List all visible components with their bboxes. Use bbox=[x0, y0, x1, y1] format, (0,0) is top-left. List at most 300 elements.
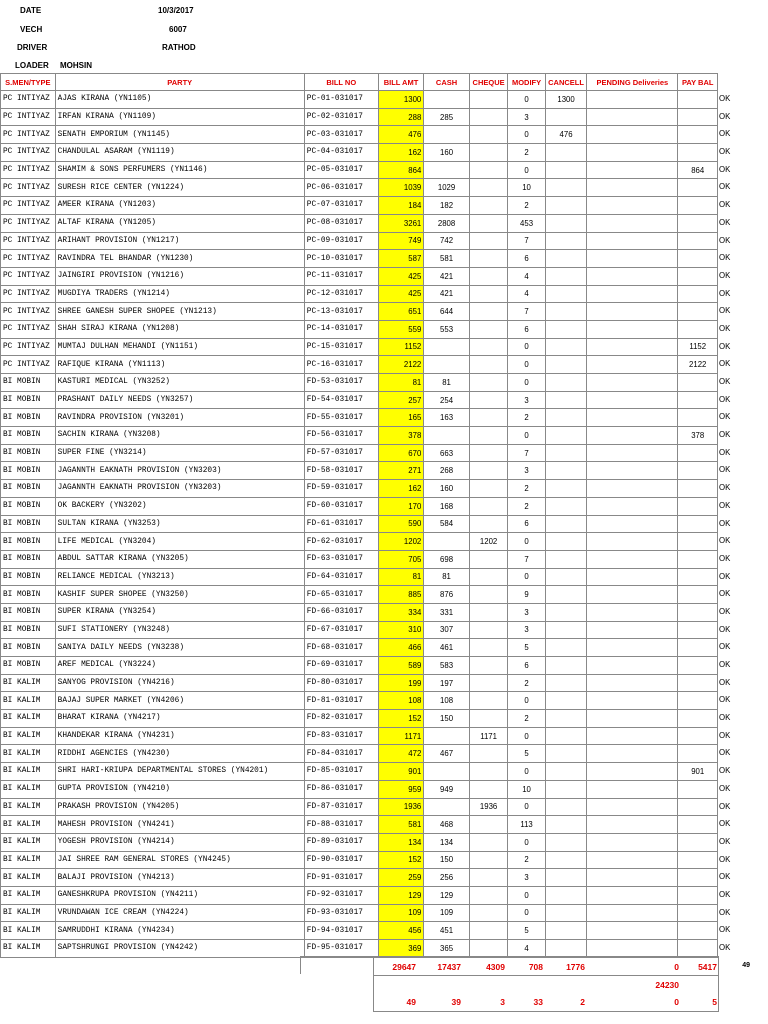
cell-bill-no: PC-15-031017 bbox=[304, 338, 378, 356]
cell-modify: 2 bbox=[508, 674, 545, 692]
table-row bbox=[1, 462, 718, 480]
cell-smen-type: PC INTIYAZ bbox=[1, 161, 56, 179]
cell-bill-no: FD-54-031017 bbox=[304, 391, 378, 409]
cell-pending bbox=[587, 144, 678, 162]
cell-cash bbox=[424, 427, 470, 445]
cell-bill-amt: 864 bbox=[378, 161, 424, 179]
cell-pending bbox=[587, 692, 678, 710]
cell-cheque bbox=[469, 851, 507, 869]
cell-cheque bbox=[469, 303, 507, 321]
col-cancell: CANCELL bbox=[545, 74, 587, 91]
cell-cheque bbox=[469, 91, 507, 109]
cell-smen-type: BI KALIM bbox=[1, 798, 56, 816]
cell-bill-amt: 271 bbox=[378, 462, 424, 480]
total-cheque: 4309 bbox=[486, 962, 505, 972]
cell-pending bbox=[587, 869, 678, 887]
row-status: OK bbox=[719, 129, 731, 139]
cell-cheque bbox=[469, 904, 507, 922]
cell-pending bbox=[587, 480, 678, 498]
cell-cheque bbox=[469, 285, 507, 303]
cell-cheque bbox=[469, 126, 507, 144]
cell-cash bbox=[424, 356, 470, 374]
table-row bbox=[1, 126, 718, 144]
cell-cheque bbox=[469, 374, 507, 392]
cell-modify: 0 bbox=[508, 833, 545, 851]
cell-party: ARIHANT PROVISION (YN1217) bbox=[55, 232, 304, 250]
cell-pending bbox=[587, 833, 678, 851]
cell-cash bbox=[424, 763, 470, 781]
row-status: OK bbox=[719, 217, 731, 227]
cell-smen-type: BI MOBIN bbox=[1, 550, 56, 568]
cell-bill-amt: 109 bbox=[378, 904, 424, 922]
cell-party: SHAMIM & SONS PERFUMERS (YN1146) bbox=[55, 161, 304, 179]
cell-bill-amt: 162 bbox=[378, 144, 424, 162]
cell-party: SHAH SIRAJ KIRANA (YN1208) bbox=[55, 320, 304, 338]
cell-party: SHRI HARI-KRIUPA DEPARTMENTAL STORES (YN4201) bbox=[55, 763, 304, 781]
cell-bill-amt: 1039 bbox=[378, 179, 424, 197]
row-status: OK bbox=[719, 200, 731, 210]
cell-pay-bal bbox=[678, 303, 718, 321]
row-status: OK bbox=[719, 377, 731, 386]
cell-cheque bbox=[469, 657, 507, 675]
cell-party: SAPTSHRUNGI PROVISION (YN4242) bbox=[55, 940, 304, 958]
cell-modify: 6 bbox=[508, 320, 545, 338]
count-pending: 0 bbox=[674, 997, 679, 1007]
cell-pay-bal bbox=[678, 108, 718, 126]
row-status: OK bbox=[719, 182, 731, 192]
cell-bill-amt: 476 bbox=[378, 126, 424, 144]
cell-cancell bbox=[545, 427, 587, 445]
cell-pay-bal bbox=[678, 780, 718, 798]
cell-cheque bbox=[469, 586, 507, 604]
cell-party: SULTAN KIRANA (YN3253) bbox=[55, 515, 304, 533]
cell-cancell bbox=[545, 497, 587, 515]
count-pay-bal: 5 bbox=[712, 997, 717, 1007]
cell-bill-no: FD-80-031017 bbox=[304, 674, 378, 692]
cell-bill-no: FD-66-031017 bbox=[304, 603, 378, 621]
cell-cancell bbox=[545, 568, 587, 586]
cell-party: AREF MEDICAL (YN3224) bbox=[55, 657, 304, 675]
cell-bill-no: FD-89-031017 bbox=[304, 833, 378, 851]
cell-party: SHREE GANESH SUPER SHOPEE (YN1213) bbox=[55, 303, 304, 321]
count-cash: 39 bbox=[451, 997, 461, 1007]
cell-modify: 2 bbox=[508, 480, 545, 498]
table-row bbox=[1, 285, 718, 303]
cell-bill-amt: 456 bbox=[378, 922, 424, 940]
cell-cheque bbox=[469, 940, 507, 958]
cell-bill-no: FD-81-031017 bbox=[304, 692, 378, 710]
table-row bbox=[1, 727, 718, 745]
table-row bbox=[1, 603, 718, 621]
cell-smen-type: PC INTIYAZ bbox=[1, 126, 56, 144]
cell-pending bbox=[587, 409, 678, 427]
cell-party: OK BACKERY (YN3202) bbox=[55, 497, 304, 515]
col-party: PARTY bbox=[55, 74, 304, 91]
cell-party: ABDUL SATTAR KIRANA (YN3205) bbox=[55, 550, 304, 568]
cell-cash: 256 bbox=[424, 869, 470, 887]
column-header-row bbox=[1, 74, 718, 91]
cell-cheque bbox=[469, 427, 507, 445]
cell-smen-type: BI MOBIN bbox=[1, 391, 56, 409]
row-status: OK bbox=[719, 589, 731, 599]
total-bill-amt: 29647 bbox=[392, 962, 416, 972]
cell-cheque bbox=[469, 603, 507, 621]
cell-pending bbox=[587, 444, 678, 462]
cell-cheque bbox=[469, 197, 507, 215]
cell-party: MAHESH PROVISION (YN4241) bbox=[55, 816, 304, 834]
cell-cancell bbox=[545, 444, 587, 462]
cell-cheque bbox=[469, 179, 507, 197]
cell-cancell bbox=[545, 320, 587, 338]
cell-modify: 2 bbox=[508, 409, 545, 427]
cell-cancell bbox=[545, 374, 587, 392]
cell-smen-type: BI KALIM bbox=[1, 869, 56, 887]
cell-cancell bbox=[545, 144, 587, 162]
cell-party: SAMRUDDHI KIRANA (YN4234) bbox=[55, 922, 304, 940]
row-status: OK bbox=[719, 270, 731, 280]
cell-cancell bbox=[545, 657, 587, 675]
table-row bbox=[1, 816, 718, 834]
cell-modify: 113 bbox=[508, 816, 545, 834]
cell-bill-no: FD-69-031017 bbox=[304, 657, 378, 675]
cell-pay-bal: 901 bbox=[678, 763, 718, 781]
cell-modify: 0 bbox=[508, 904, 545, 922]
cell-pay-bal bbox=[678, 197, 718, 215]
cell-cancell bbox=[545, 515, 587, 533]
cell-cheque bbox=[469, 444, 507, 462]
cell-pay-bal bbox=[678, 550, 718, 568]
cell-bill-amt: 81 bbox=[378, 374, 424, 392]
cell-pending bbox=[587, 285, 678, 303]
cell-bill-no: FD-82-031017 bbox=[304, 710, 378, 728]
cell-bill-amt: 184 bbox=[378, 197, 424, 215]
row-status: OK bbox=[719, 500, 731, 510]
cell-cancell bbox=[545, 940, 587, 958]
cell-pay-bal bbox=[678, 497, 718, 515]
cell-bill-amt: 466 bbox=[378, 639, 424, 657]
cell-modify: 0 bbox=[508, 533, 545, 551]
cell-cash: 168 bbox=[424, 497, 470, 515]
cell-bill-no: FD-93-031017 bbox=[304, 904, 378, 922]
cell-bill-no: FD-86-031017 bbox=[304, 780, 378, 798]
cell-bill-amt: 472 bbox=[378, 745, 424, 763]
cell-cancell bbox=[545, 550, 587, 568]
cell-smen-type: BI KALIM bbox=[1, 816, 56, 834]
cell-pending bbox=[587, 391, 678, 409]
cell-party: RAVINDRA PROVISION (YN3201) bbox=[55, 409, 304, 427]
cell-bill-no: FD-90-031017 bbox=[304, 851, 378, 869]
cell-modify: 6 bbox=[508, 515, 545, 533]
cell-cheque bbox=[469, 745, 507, 763]
cell-modify: 0 bbox=[508, 886, 545, 904]
cell-pending bbox=[587, 197, 678, 215]
cell-cash: 2808 bbox=[424, 214, 470, 232]
cell-bill-no: FD-57-031017 bbox=[304, 444, 378, 462]
cell-bill-amt: 108 bbox=[378, 692, 424, 710]
table-row bbox=[1, 338, 718, 356]
cell-bill-no: FD-85-031017 bbox=[304, 763, 378, 781]
cell-cash: 134 bbox=[424, 833, 470, 851]
cell-smen-type: PC INTIYAZ bbox=[1, 144, 56, 162]
cell-smen-type: BI MOBIN bbox=[1, 515, 56, 533]
row-status: OK bbox=[719, 819, 731, 829]
cell-modify: 0 bbox=[508, 427, 545, 445]
cell-bill-no: PC-11-031017 bbox=[304, 267, 378, 285]
cell-smen-type: PC INTIYAZ bbox=[1, 267, 56, 285]
cell-bill-amt: 369 bbox=[378, 940, 424, 958]
cell-pay-bal bbox=[678, 922, 718, 940]
cell-smen-type: PC INTIYAZ bbox=[1, 214, 56, 232]
cell-pay-bal bbox=[678, 533, 718, 551]
row-status: OK bbox=[719, 748, 731, 758]
count-modify: 33 bbox=[533, 997, 543, 1007]
table-row bbox=[1, 409, 718, 427]
cell-party: SANIYA DAILY NEEDS (YN3238) bbox=[55, 639, 304, 657]
cell-smen-type: PC INTIYAZ bbox=[1, 91, 56, 109]
table-row bbox=[1, 214, 718, 232]
cell-bill-amt: 129 bbox=[378, 886, 424, 904]
cell-cheque bbox=[469, 497, 507, 515]
cell-pending bbox=[587, 798, 678, 816]
cell-cancell bbox=[545, 179, 587, 197]
cell-cash bbox=[424, 91, 470, 109]
cell-cash: 163 bbox=[424, 409, 470, 427]
cell-pay-bal bbox=[678, 904, 718, 922]
col-bill-amt: BILL AMT bbox=[378, 74, 424, 91]
cell-bill-no: PC-07-031017 bbox=[304, 197, 378, 215]
cell-smen-type: BI KALIM bbox=[1, 922, 56, 940]
cell-smen-type: BI KALIM bbox=[1, 833, 56, 851]
cell-party: JAINGIRI PROVISION (YN1216) bbox=[55, 267, 304, 285]
table-row bbox=[1, 922, 718, 940]
cell-cheque bbox=[469, 391, 507, 409]
cell-pending bbox=[587, 780, 678, 798]
cell-cancell: 1300 bbox=[545, 91, 587, 109]
cell-modify: 6 bbox=[508, 250, 545, 268]
cell-bill-no: PC-13-031017 bbox=[304, 303, 378, 321]
cell-pay-bal bbox=[678, 320, 718, 338]
date-label: DATE bbox=[20, 6, 42, 15]
col-pay-bal: PAY BAL bbox=[678, 74, 718, 91]
cell-party: GUPTA PROVISION (YN4210) bbox=[55, 780, 304, 798]
cell-cheque bbox=[469, 710, 507, 728]
cell-bill-no: FD-95-031017 bbox=[304, 940, 378, 958]
cell-smen-type: BI KALIM bbox=[1, 886, 56, 904]
table-row bbox=[1, 444, 718, 462]
row-status: OK bbox=[719, 518, 731, 528]
status-column bbox=[719, 90, 749, 957]
cell-pending bbox=[587, 303, 678, 321]
cell-bill-no: PC-09-031017 bbox=[304, 232, 378, 250]
cell-bill-no: FD-63-031017 bbox=[304, 550, 378, 568]
cell-bill-amt: 259 bbox=[378, 869, 424, 887]
cell-cash bbox=[424, 338, 470, 356]
cell-pending bbox=[587, 674, 678, 692]
cell-modify: 3 bbox=[508, 391, 545, 409]
cell-smen-type: PC INTIYAZ bbox=[1, 356, 56, 374]
cell-pay-bal bbox=[678, 409, 718, 427]
table-row bbox=[1, 161, 718, 179]
cell-pay-bal bbox=[678, 657, 718, 675]
cell-smen-type: BI KALIM bbox=[1, 727, 56, 745]
cell-cancell bbox=[545, 338, 587, 356]
cell-bill-amt: 378 bbox=[378, 427, 424, 445]
cell-party: KASHIF SUPER SHOPEE (YN3250) bbox=[55, 586, 304, 604]
cell-cash: 584 bbox=[424, 515, 470, 533]
cell-modify: 0 bbox=[508, 374, 545, 392]
cell-smen-type: PC INTIYAZ bbox=[1, 338, 56, 356]
cell-modify: 0 bbox=[508, 91, 545, 109]
cell-party: LIFE MEDICAL (YN3204) bbox=[55, 533, 304, 551]
table-row bbox=[1, 391, 718, 409]
table-row bbox=[1, 639, 718, 657]
cell-bill-no: FD-67-031017 bbox=[304, 621, 378, 639]
cell-smen-type: PC INTIYAZ bbox=[1, 320, 56, 338]
cell-cash: 197 bbox=[424, 674, 470, 692]
cell-cancell bbox=[545, 108, 587, 126]
cell-cancell bbox=[545, 922, 587, 940]
row-status: OK bbox=[719, 536, 731, 546]
row-status: OK bbox=[719, 943, 731, 952]
cell-party: RAFIQUE KIRANA (YN1113) bbox=[55, 356, 304, 374]
cell-pending bbox=[587, 886, 678, 904]
cell-party: MUGDIYA TRADERS (YN1214) bbox=[55, 285, 304, 303]
cell-bill-no: PC-02-031017 bbox=[304, 108, 378, 126]
cell-cancell bbox=[545, 267, 587, 285]
cell-modify: 2 bbox=[508, 851, 545, 869]
row-status: OK bbox=[719, 164, 731, 174]
cell-smen-type: BI MOBIN bbox=[1, 427, 56, 445]
cell-pay-bal bbox=[678, 851, 718, 869]
cell-pay-bal bbox=[678, 727, 718, 745]
cell-pay-bal bbox=[678, 285, 718, 303]
table-row bbox=[1, 197, 718, 215]
cell-party: JAGANNTH EAKNATH PROVISION (YN3203) bbox=[55, 480, 304, 498]
cell-pending bbox=[587, 816, 678, 834]
count-cheque: 3 bbox=[500, 997, 505, 1007]
cell-bill-amt: 152 bbox=[378, 710, 424, 728]
table-row bbox=[1, 621, 718, 639]
row-status: OK bbox=[719, 235, 731, 245]
cell-cancell bbox=[545, 533, 587, 551]
cell-bill-no: PC-04-031017 bbox=[304, 144, 378, 162]
table-row bbox=[1, 356, 718, 374]
row-status: OK bbox=[719, 713, 731, 723]
cell-pending bbox=[587, 462, 678, 480]
col-smen-type: S.MEN/TYPE bbox=[1, 74, 56, 91]
cell-cash: 254 bbox=[424, 391, 470, 409]
cell-party: BAJAJ SUPER MARKET (YN4206) bbox=[55, 692, 304, 710]
cell-bill-no: FD-55-031017 bbox=[304, 409, 378, 427]
table-row bbox=[1, 692, 718, 710]
cell-bill-no: FD-62-031017 bbox=[304, 533, 378, 551]
cell-pay-bal bbox=[678, 480, 718, 498]
cell-cancell bbox=[545, 462, 587, 480]
cell-cheque bbox=[469, 480, 507, 498]
table-row bbox=[1, 586, 718, 604]
table-row bbox=[1, 657, 718, 675]
cell-cheque bbox=[469, 922, 507, 940]
cell-cheque bbox=[469, 462, 507, 480]
cell-party: IRFAN KIRANA (YN1109) bbox=[55, 108, 304, 126]
cell-party: SENATH EMPORIUM (YN1145) bbox=[55, 126, 304, 144]
cell-party: JAGANNTH EAKNATH PROVISION (YN3203) bbox=[55, 462, 304, 480]
row-status: OK bbox=[719, 111, 731, 121]
cell-pending bbox=[587, 320, 678, 338]
cell-cash: 876 bbox=[424, 586, 470, 604]
cell-bill-amt: 559 bbox=[378, 320, 424, 338]
cell-bill-amt: 152 bbox=[378, 851, 424, 869]
cell-pay-bal: 864 bbox=[678, 161, 718, 179]
cell-bill-amt: 1152 bbox=[378, 338, 424, 356]
cell-cancell bbox=[545, 763, 587, 781]
cell-pay-bal: 2122 bbox=[678, 356, 718, 374]
cell-bill-no: PC-05-031017 bbox=[304, 161, 378, 179]
cell-pending bbox=[587, 356, 678, 374]
cell-cheque bbox=[469, 161, 507, 179]
cell-bill-no: FD-59-031017 bbox=[304, 480, 378, 498]
cell-modify: 10 bbox=[508, 780, 545, 798]
cell-modify: 0 bbox=[508, 161, 545, 179]
cell-bill-amt: 1936 bbox=[378, 798, 424, 816]
cell-cancell bbox=[545, 214, 587, 232]
cell-pending bbox=[587, 533, 678, 551]
cell-pending bbox=[587, 745, 678, 763]
row-status: OK bbox=[719, 766, 731, 776]
count-bill-amt: 49 bbox=[406, 997, 416, 1007]
table-row bbox=[1, 320, 718, 338]
cell-cancell bbox=[545, 480, 587, 498]
cell-pay-bal bbox=[678, 374, 718, 392]
table-row bbox=[1, 780, 718, 798]
cell-pending bbox=[587, 232, 678, 250]
cell-cheque bbox=[469, 568, 507, 586]
cell-cheque bbox=[469, 550, 507, 568]
cell-pending bbox=[587, 657, 678, 675]
cell-cancell bbox=[545, 745, 587, 763]
table-row bbox=[1, 179, 718, 197]
cell-party: GANESHKRUPA PROVISION (YN4211) bbox=[55, 886, 304, 904]
row-status: OK bbox=[719, 359, 731, 369]
table-row bbox=[1, 497, 718, 515]
cell-pending bbox=[587, 214, 678, 232]
row-status: OK bbox=[719, 606, 731, 616]
cell-pending bbox=[587, 851, 678, 869]
cell-party: CHANDULAL ASARAM (YN1119) bbox=[55, 144, 304, 162]
cell-pending bbox=[587, 267, 678, 285]
cell-bill-no: FD-91-031017 bbox=[304, 869, 378, 887]
cell-pay-bal bbox=[678, 798, 718, 816]
cell-cheque bbox=[469, 515, 507, 533]
cell-cash: 451 bbox=[424, 922, 470, 940]
bills-table bbox=[0, 73, 718, 958]
cell-party: RELIANCE MEDICAL (YN3213) bbox=[55, 568, 304, 586]
cell-bill-amt: 3261 bbox=[378, 214, 424, 232]
cell-pending bbox=[587, 639, 678, 657]
cell-cash: 285 bbox=[424, 108, 470, 126]
cell-pay-bal bbox=[678, 232, 718, 250]
cell-modify: 2 bbox=[508, 710, 545, 728]
cell-party: BHARAT KIRANA (YN4217) bbox=[55, 710, 304, 728]
cell-cancell: 476 bbox=[545, 126, 587, 144]
cell-modify: 3 bbox=[508, 108, 545, 126]
cell-cancell bbox=[545, 232, 587, 250]
cell-smen-type: PC INTIYAZ bbox=[1, 108, 56, 126]
cell-pending bbox=[587, 904, 678, 922]
cell-modify: 2 bbox=[508, 497, 545, 515]
cell-pay-bal bbox=[678, 710, 718, 728]
cell-modify: 9 bbox=[508, 586, 545, 604]
